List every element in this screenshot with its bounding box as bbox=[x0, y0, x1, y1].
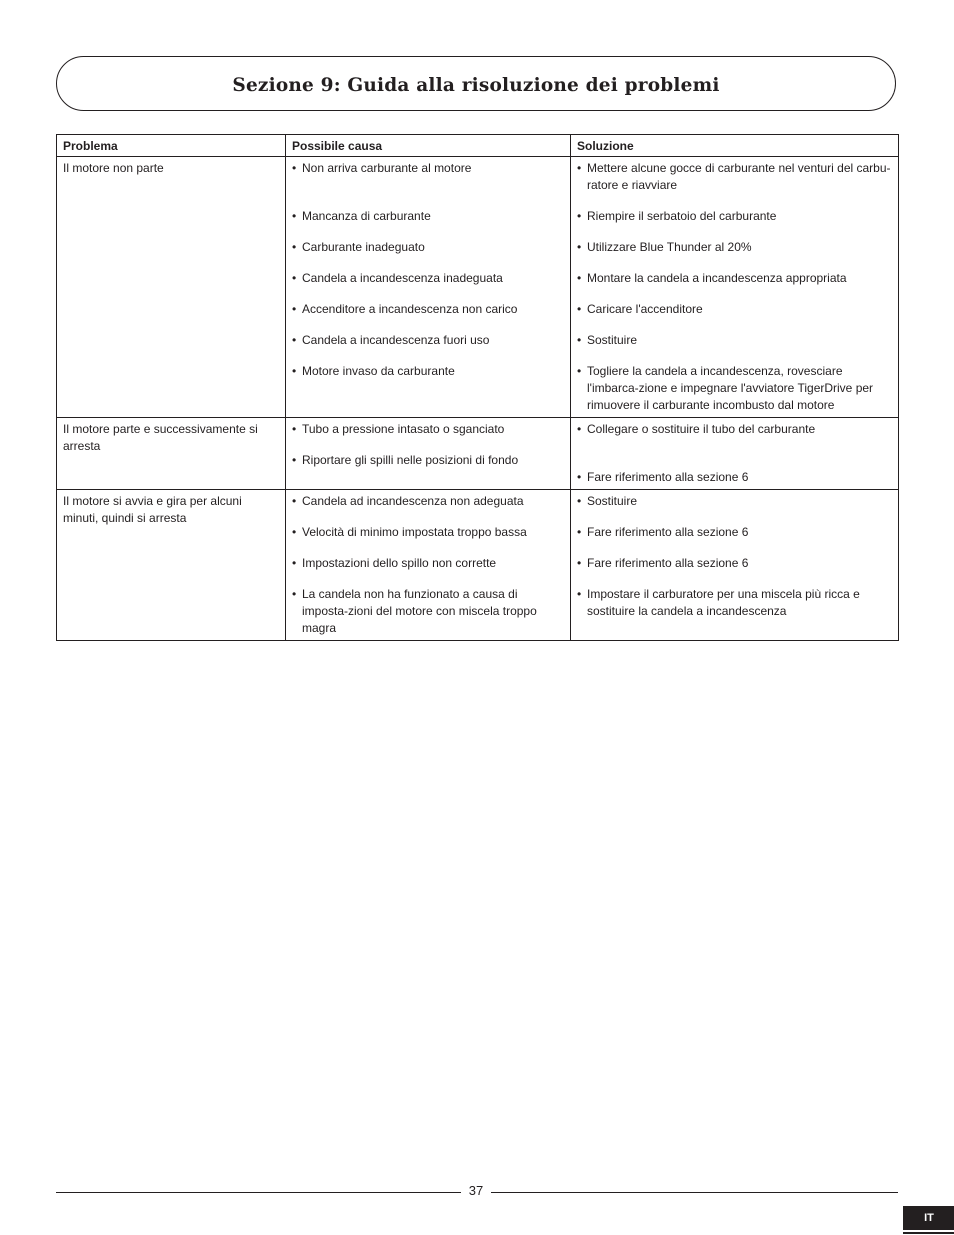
list-item: • Motore invaso da carburante bbox=[292, 363, 565, 380]
list-item: • Carburante inadeguato bbox=[292, 239, 565, 256]
solution-cell bbox=[571, 490, 899, 641]
solution-list bbox=[577, 421, 893, 486]
list-item: • Impostazioni dello spillo non corrette bbox=[292, 555, 565, 572]
table-row bbox=[57, 490, 899, 641]
cause-cell bbox=[286, 490, 571, 641]
list-item: • Caricare l'accenditore bbox=[577, 301, 893, 318]
solution-list bbox=[577, 493, 893, 620]
list-item: • Non arriva carburante al motore bbox=[292, 160, 565, 177]
footer-rule-right bbox=[491, 1192, 898, 1193]
section-header bbox=[56, 56, 896, 111]
language-badge-underline bbox=[903, 1232, 954, 1234]
problem-cell: Il motore si avvia e gira per alcuni minuti, quindi si arresta bbox=[57, 490, 286, 641]
list-item: • Tubo a pressione intasato o sganciato bbox=[292, 421, 565, 438]
cause-list bbox=[292, 421, 565, 469]
page-title: Sezione 9: Guida alla risoluzione dei problemi bbox=[232, 75, 720, 96]
table-header-row bbox=[57, 135, 899, 157]
list-item: • Montare la candela a incandescenza appropriata bbox=[577, 270, 893, 287]
list-item: • Mettere alcune gocce di carburante nel venturi del carbu-ratore e riavviare bbox=[577, 160, 893, 194]
table-row bbox=[57, 418, 899, 490]
column-header-solution: Soluzione bbox=[571, 135, 899, 157]
list-item: • Velocità di minimo impostata troppo bassa bbox=[292, 524, 565, 541]
problem-cell: Il motore non parte bbox=[57, 157, 286, 418]
solution-cell bbox=[571, 157, 899, 418]
footer-rule-left bbox=[56, 1192, 461, 1193]
column-header-problem: Problema bbox=[57, 135, 286, 157]
table-row bbox=[57, 157, 899, 418]
list-item: • Riempire il serbatoio del carburante bbox=[577, 208, 893, 225]
column-header-cause: Possibile causa bbox=[286, 135, 571, 157]
list-item: • Riportare gli spilli nelle posizioni di fondo bbox=[292, 452, 565, 469]
list-item: • Impostare il carburatore per una miscela più ricca e sostituire la candela a incandescenza bbox=[577, 586, 893, 620]
list-item: • Sostituire bbox=[577, 332, 893, 349]
list-item: • Fare riferimento alla sezione 6 bbox=[577, 524, 893, 541]
page-number: 37 bbox=[468, 1183, 484, 1198]
list-item: • Fare riferimento alla sezione 6 bbox=[577, 555, 893, 572]
language-badge: IT bbox=[903, 1206, 954, 1230]
list-item: • Togliere la candela a incandescenza, rovesciare l'imbarca-zione e impegnare l'avviatore TigerDrive per rimuovere il carburante incombusto dal motore bbox=[577, 363, 893, 414]
list-item: • La candela non ha funzionato a causa di imposta-zioni del motore con miscela troppo magra bbox=[292, 586, 565, 637]
cause-cell bbox=[286, 418, 571, 490]
list-item: • Candela ad incandescenza non adeguata bbox=[292, 493, 565, 510]
cause-list bbox=[292, 493, 565, 637]
solution-list bbox=[577, 160, 893, 414]
cause-list bbox=[292, 160, 565, 380]
cause-cell bbox=[286, 157, 571, 418]
list-item: • Sostituire bbox=[577, 493, 893, 510]
list-item: • Mancanza di carburante bbox=[292, 208, 565, 225]
list-item: • Candela a incandescenza fuori uso bbox=[292, 332, 565, 349]
troubleshooting-table bbox=[56, 134, 899, 641]
list-item: • Candela a incandescenza inadeguata bbox=[292, 270, 565, 287]
list-item: • Utilizzare Blue Thunder al 20% bbox=[577, 239, 893, 256]
list-item: • Accenditore a incandescenza non carico bbox=[292, 301, 565, 318]
solution-cell bbox=[571, 418, 899, 490]
problem-cell: Il motore parte e successivamente si arresta bbox=[57, 418, 286, 490]
list-item: • Collegare o sostituire il tubo del carburante bbox=[577, 421, 893, 438]
list-item: • Fare riferimento alla sezione 6 bbox=[577, 469, 893, 486]
